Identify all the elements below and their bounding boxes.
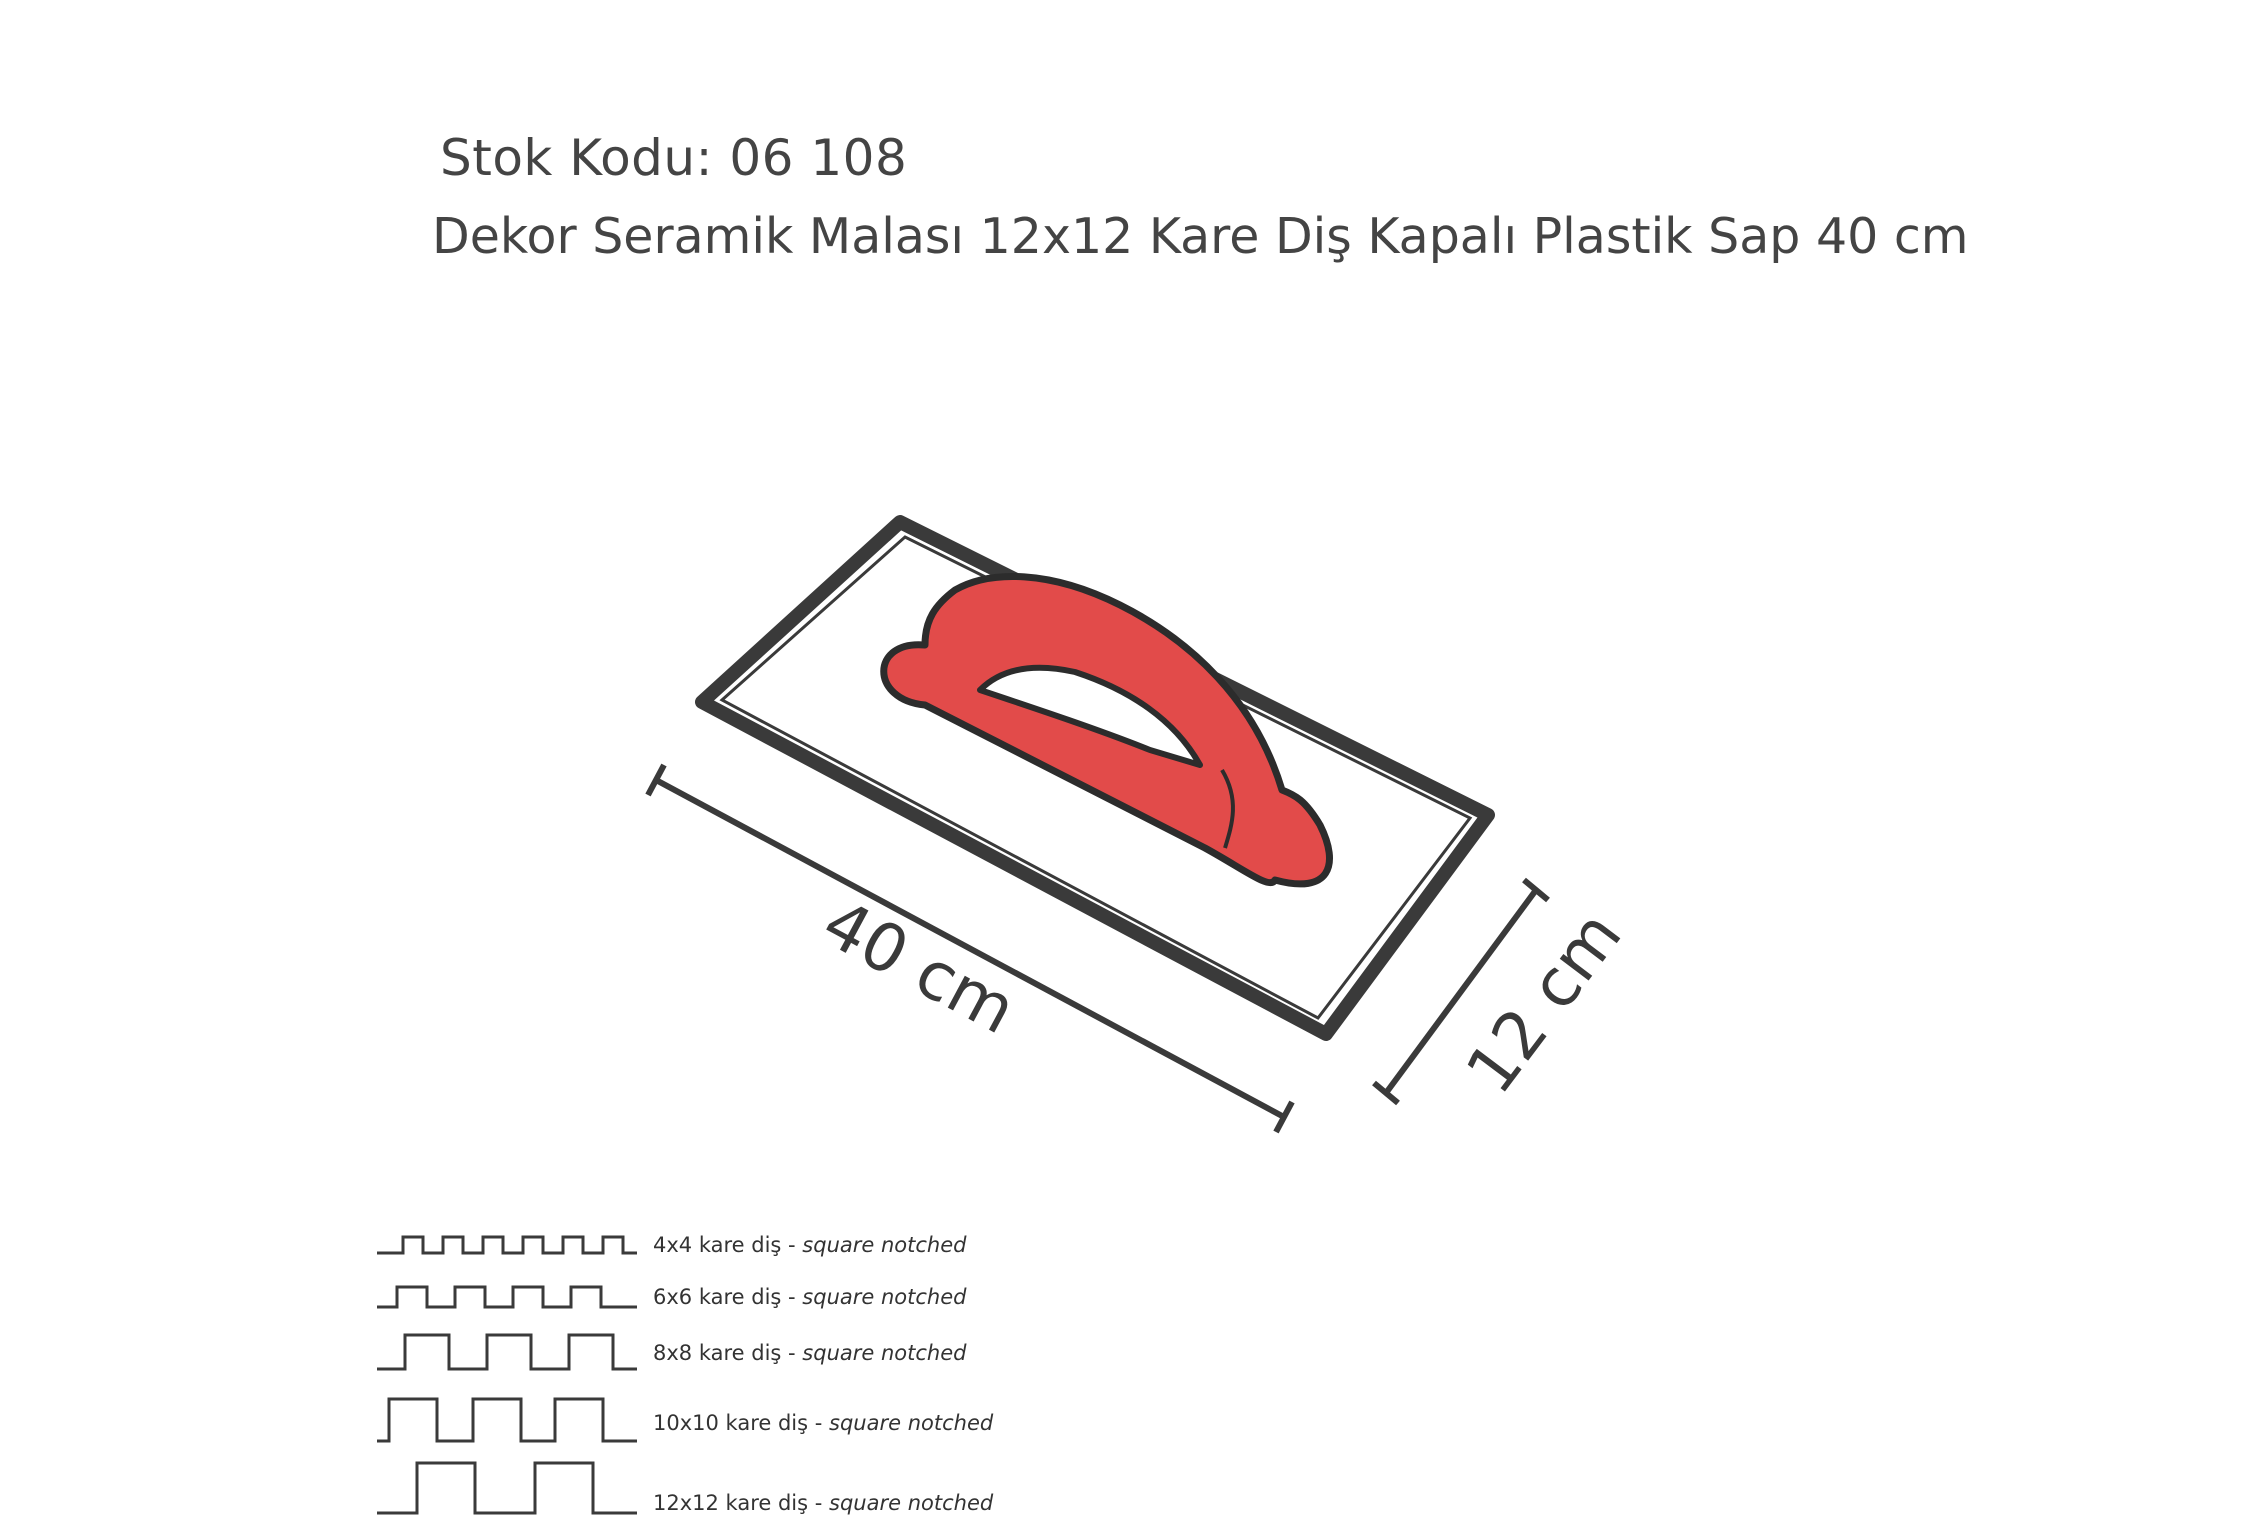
legend-label-tr: 6x6 kare diş	[653, 1285, 782, 1309]
notch-10x10-icon	[375, 1381, 645, 1451]
legend-label-en: square notched	[829, 1411, 994, 1435]
legend-item-10x10: 10x10 kare diş - square notched	[375, 1381, 1075, 1441]
width-label: 12 cm	[1451, 897, 1637, 1108]
legend-label-tr: 10x10 kare diş	[653, 1411, 809, 1435]
stock-code: Stok Kodu: 06 108	[440, 129, 908, 187]
legend-label-tr: 4x4 kare diş	[653, 1233, 782, 1257]
legend-item-6x6: 6x6 kare diş - square notched	[375, 1267, 1075, 1327]
product-title: Dekor Seramik Malası 12x12 Kare Diş Kapalı Plastik Sap 40 cm	[432, 208, 1969, 265]
legend-item-12x12: 12x12 kare diş - square notched	[375, 1447, 1075, 1507]
legend-label-en: square notched	[802, 1233, 967, 1257]
legend-item-8x8: 8x8 kare diş - square notched	[375, 1321, 1075, 1381]
legend-label-en: square notched	[829, 1491, 994, 1515]
legend-label-tr: 8x8 kare diş	[653, 1341, 782, 1365]
legend-label-en: square notched	[802, 1285, 967, 1309]
legend-label-tr: 12x12 kare diş	[653, 1491, 809, 1515]
notch-8x8-icon	[375, 1321, 645, 1381]
legend-item-4x4: 4x4 kare diş - square notched	[375, 1215, 1075, 1275]
notch-6x6-icon	[375, 1267, 645, 1327]
notch-12x12-icon	[375, 1447, 645, 1527]
notch-4x4-icon	[375, 1215, 645, 1275]
legend-label-en: square notched	[802, 1341, 967, 1365]
length-label: 40 cm	[810, 884, 1028, 1050]
